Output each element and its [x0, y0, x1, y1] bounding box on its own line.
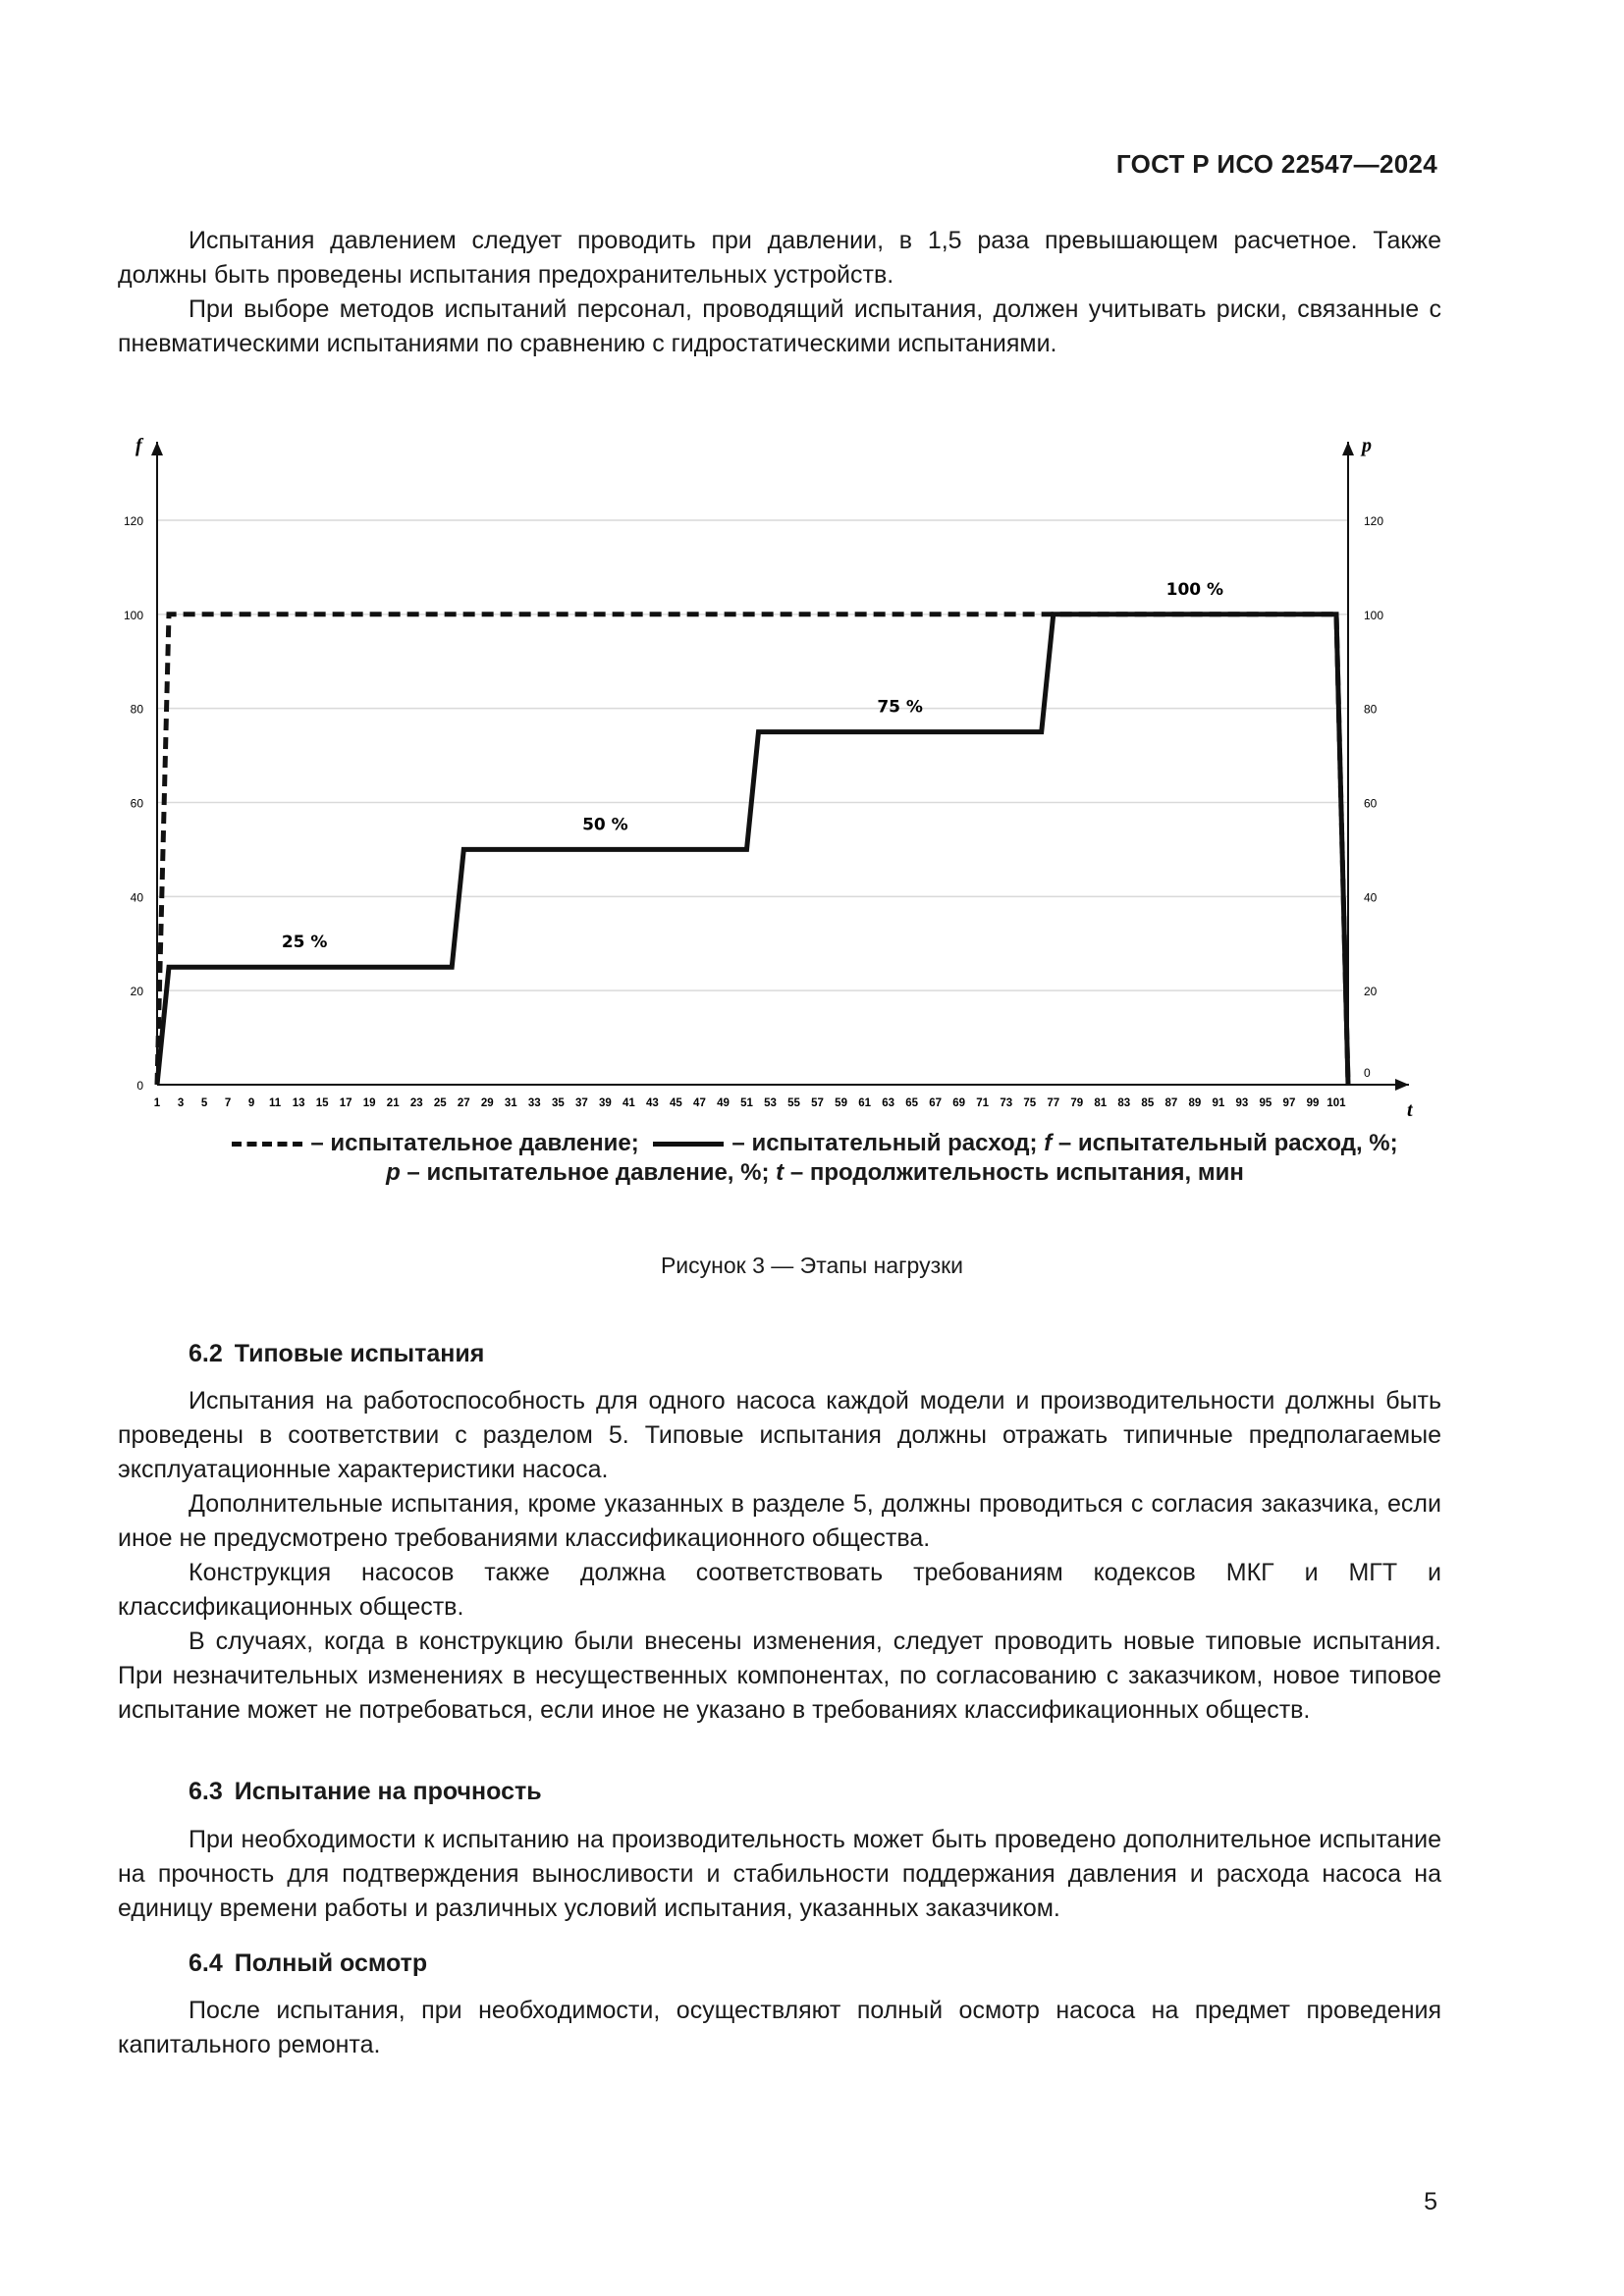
x-tick-1: 1 — [153, 1097, 161, 1109]
y-left-tick-120: 120 — [123, 514, 143, 528]
legend-pressure-label: – испытательное давление; — [310, 1130, 639, 1156]
x-tick-85: 85 — [1141, 1097, 1155, 1109]
x-axis-label: t — [1407, 1099, 1413, 1121]
x-tick-61: 61 — [858, 1097, 871, 1109]
x-tick-13: 13 — [292, 1097, 305, 1109]
annotation-0: 25 % — [281, 933, 328, 953]
y-left-tick-0: 0 — [136, 1079, 143, 1093]
legend-p-desc: – испытательное давление, %; — [406, 1159, 770, 1186]
section-6-2-paragraph-3: Конструкция насосов также должна соответствовать требованиям кодексов МКГ и МГТ и классификационных обществ. — [118, 1559, 1441, 1621]
y-right-tick-20: 20 — [1364, 985, 1378, 999]
y-left-tick-60: 60 — [130, 796, 143, 811]
y-right-tick-80: 80 — [1364, 702, 1378, 717]
x-tick-55: 55 — [787, 1097, 800, 1109]
x-tick-83: 83 — [1117, 1097, 1131, 1109]
x-tick-69: 69 — [952, 1097, 966, 1109]
page-number: 5 — [1424, 2188, 1437, 2216]
x-tick-75: 75 — [1023, 1097, 1037, 1109]
y-right-tick-0: 0 — [1364, 1066, 1371, 1080]
section-6-4-paragraph-1: После испытания, при необходимости, осуществляют полный осмотр насоса на предмет проведения капитального ремонта. — [118, 1997, 1441, 2058]
x-tick-21: 21 — [386, 1097, 400, 1109]
x-tick-15: 15 — [315, 1097, 329, 1109]
x-tick-19: 19 — [362, 1097, 376, 1109]
x-tick-17: 17 — [339, 1097, 352, 1109]
x-tick-39: 39 — [598, 1097, 612, 1109]
y-axis-left-label: f — [135, 435, 142, 456]
chart-legend — [118, 1129, 1512, 1188]
section-title: Полный осмотр — [234, 1949, 428, 1977]
annotation-1: 50 % — [582, 815, 628, 835]
y-left-tick-80: 80 — [130, 702, 143, 717]
y-right-tick-120: 120 — [1364, 514, 1384, 528]
legend-solid-line-icon — [653, 1142, 724, 1147]
x-tick-71: 71 — [976, 1097, 990, 1109]
annotation-3: 100 % — [1165, 579, 1224, 600]
x-tick-43: 43 — [646, 1097, 659, 1109]
x-tick-79: 79 — [1070, 1097, 1084, 1109]
x-tick-87: 87 — [1164, 1097, 1178, 1109]
y-axis-right-label: p — [1362, 435, 1372, 456]
x-tick-25: 25 — [433, 1097, 447, 1109]
legend-f-desc: – испытательный расход, %; — [1057, 1130, 1398, 1156]
annotation-2: 75 % — [877, 697, 923, 718]
section-number: 6.2 — [189, 1340, 223, 1367]
section-6-3-paragraph-1: При необходимости к испытанию на производительность может быть проведено дополнительное испытание на прочность для подтверждения выносливости и стабильности поддержания давления и расхода насоса на единицу времени работы и различных условий испытания, указанных заказчиком. — [118, 1826, 1441, 1922]
x-tick-73: 73 — [1000, 1097, 1013, 1109]
x-axis-arrow-icon — [1395, 1079, 1409, 1091]
series-flow-line — [157, 614, 1348, 1085]
y-left-tick-100: 100 — [123, 608, 143, 622]
intro-paragraph-2: При выборе методов испытаний персонал, проводящий испытания, должен учитывать риски, связанные с пневматическими испытаниями по сравнению с гидростатическими испытаниями. — [118, 295, 1441, 357]
x-tick-95: 95 — [1259, 1097, 1272, 1109]
y-left-tick-20: 20 — [130, 985, 143, 999]
intro-paragraph-1: Испытания давлением следует проводить при давлении, в 1,5 раза превышающем расчетное. Также должны быть проведены испытания предохранительных устройств. — [118, 227, 1441, 289]
x-tick-51: 51 — [740, 1097, 753, 1109]
chart-axes — [151, 442, 1409, 1091]
x-tick-57: 57 — [811, 1097, 824, 1109]
x-tick-101: 101 — [1326, 1097, 1346, 1109]
section-6-3-heading — [189, 1775, 542, 1809]
series-pressure-line — [157, 614, 1348, 1085]
load-stages-chart — [98, 402, 1453, 1129]
x-tick-9: 9 — [247, 1097, 255, 1109]
x-tick-67: 67 — [929, 1097, 943, 1109]
legend-t-desc: – продолжительность испытания, мин — [789, 1159, 1244, 1186]
legend-dashed-line-icon — [232, 1142, 302, 1147]
chart-tick-labels — [124, 435, 1414, 1121]
section-6-2-paragraph-4: В случаях, когда в конструкцию были внесены изменения, следует проводить новые типовые испытания. При незначительных изменениях в несущественных компонентах, по согласованию с заказчиком, новое типовое испытание может не потребоваться, если иное не указано в требованиях классификационных обществ. — [118, 1628, 1441, 1724]
x-tick-27: 27 — [457, 1097, 470, 1109]
legend-row-1 — [118, 1129, 1512, 1158]
section-number: 6.3 — [189, 1778, 223, 1805]
legend-f-symbol: f — [1044, 1130, 1053, 1156]
x-tick-59: 59 — [835, 1097, 847, 1109]
x-tick-47: 47 — [693, 1097, 706, 1109]
x-tick-7: 7 — [224, 1097, 232, 1109]
x-tick-65: 65 — [905, 1097, 919, 1109]
x-tick-99: 99 — [1306, 1097, 1320, 1109]
section-title: Типовые испытания — [234, 1340, 485, 1367]
legend-flow-label: – испытательный расход; — [731, 1130, 1038, 1156]
x-tick-3: 3 — [177, 1097, 185, 1109]
x-tick-49: 49 — [717, 1097, 730, 1109]
y-right-tick-100: 100 — [1364, 608, 1384, 622]
section-6-4-heading — [189, 1947, 427, 1981]
section-6-2-paragraph-1: Испытания на работоспособность для одного насоса каждой модели и производительности должны быть проведены в соответствии с разделом 5. Типовые испытания должны отражать типичные предполагаемые эксплуатационные характеристики насоса. — [118, 1387, 1441, 1483]
x-tick-33: 33 — [527, 1097, 541, 1109]
section-6-2-heading — [189, 1337, 484, 1371]
y-right-tick-40: 40 — [1364, 890, 1378, 905]
x-tick-29: 29 — [480, 1097, 494, 1109]
x-tick-41: 41 — [622, 1097, 635, 1109]
x-tick-31: 31 — [504, 1097, 517, 1109]
section-6-2-paragraph-2: Дополнительные испытания, кроме указанных в разделе 5, должны проводиться с согласия заказчика, если иное не предусмотрено требованиями классификационного общества. — [118, 1490, 1441, 1552]
x-tick-93: 93 — [1235, 1097, 1249, 1109]
x-tick-35: 35 — [551, 1097, 565, 1109]
y-left-tick-40: 40 — [130, 890, 143, 905]
document-header: ГОСТ Р ИСО 22547—2024 — [1115, 149, 1437, 179]
x-tick-63: 63 — [882, 1097, 895, 1109]
y-axis-left-arrow-icon — [151, 442, 163, 455]
x-tick-89: 89 — [1188, 1097, 1202, 1109]
legend-row-2 — [118, 1158, 1512, 1188]
x-tick-81: 81 — [1094, 1097, 1108, 1109]
x-tick-77: 77 — [1047, 1097, 1060, 1109]
y-axis-right-arrow-icon — [1342, 442, 1354, 455]
x-tick-53: 53 — [764, 1097, 777, 1109]
y-right-tick-60: 60 — [1364, 796, 1378, 811]
chart-series — [157, 614, 1348, 1085]
section-title: Испытание на прочность — [234, 1778, 542, 1805]
x-tick-23: 23 — [409, 1097, 423, 1109]
section-number: 6.4 — [189, 1949, 223, 1977]
x-tick-37: 37 — [574, 1097, 588, 1109]
figure-caption: Рисунок 3 — Этапы нагрузки — [660, 1253, 964, 1278]
legend-p-symbol: p — [386, 1159, 401, 1186]
x-tick-45: 45 — [670, 1097, 682, 1109]
x-tick-11: 11 — [269, 1097, 282, 1109]
x-tick-97: 97 — [1282, 1097, 1296, 1109]
legend-t-symbol: t — [776, 1159, 785, 1186]
x-tick-5: 5 — [200, 1097, 208, 1109]
x-tick-91: 91 — [1212, 1097, 1225, 1109]
